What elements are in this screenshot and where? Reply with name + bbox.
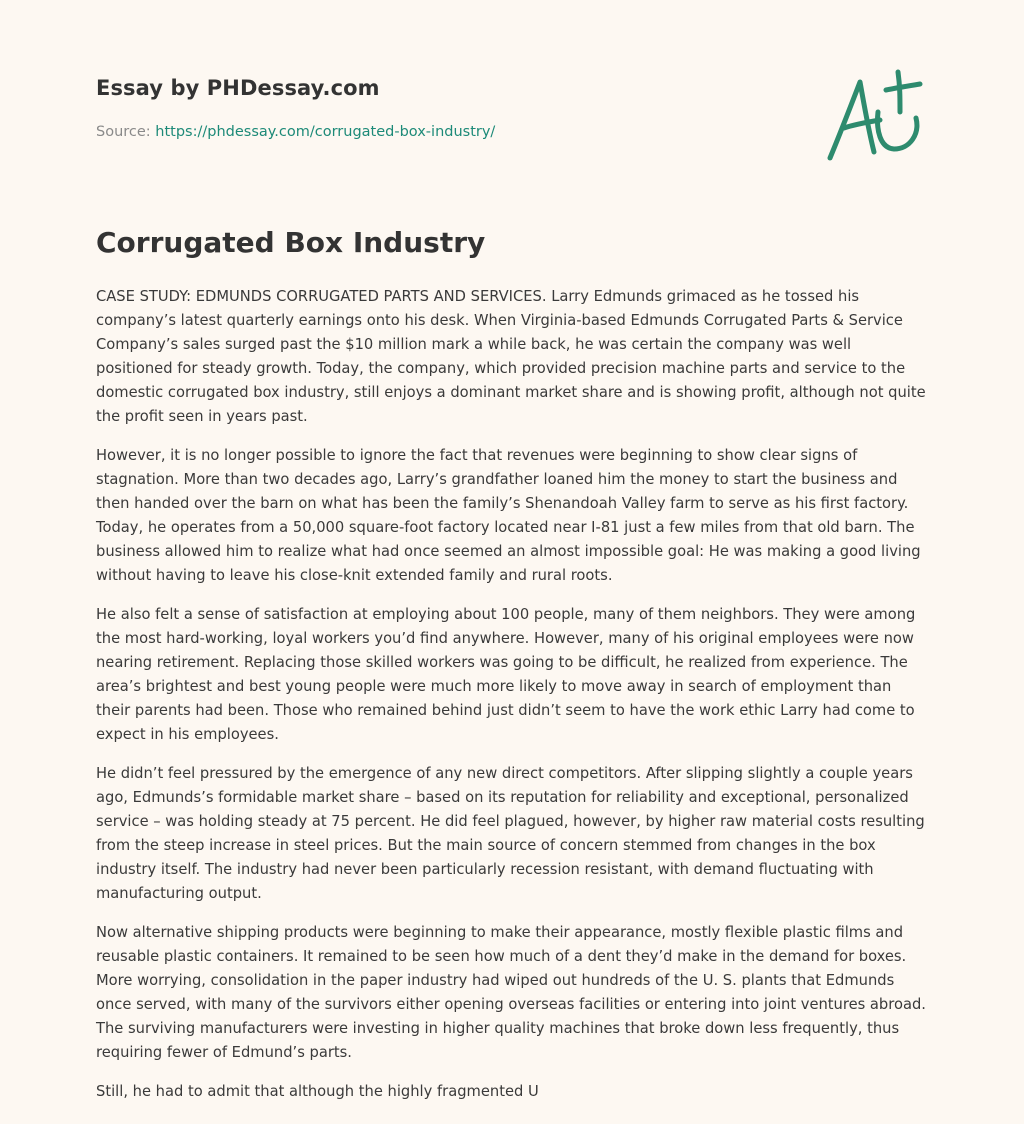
essay-paragraph: However, it is no longer possible to ignore the fact that revenues were beginning to show clear signs of stagnation. More than two decades ago, Larry’s grandfather loaned him the money to start the business and then handed over the barn on what has been the family’s Shenandoah Valley farm to serve as his first factory. Today, he operates from a 50,000 square-foot factory located near I-81 just a few miles from that old barn. The business allowed him to realize what had once seemed an almost impossible goal: He was making a good living without having to leave his close-knit extended family and rural roots. <box>96 447 921 584</box>
site-title: Essay by PHDessay.com <box>96 76 380 100</box>
essay-paragraph: Now alternative shipping products were beginning to make their appearance, mostly flexible plastic films and reusable plastic containers. It remained to be seen how much of a dent they’d make in the demand for boxes. More worrying, consolidation in the paper industry had wiped out hundreds of the U. S. plants that Edmunds once served, with many of the survivors either opening overseas facilities or entering into joint ventures abroad. The surviving manufacturers were investing in higher quality machines that broke down less frequently, thus requiring fewer of Edmund’s parts. <box>96 924 926 1061</box>
source-link[interactable]: https://phdessay.com/corrugated-box-industry/ <box>155 124 496 140</box>
essay-paragraph: He didn’t feel pressured by the emergence of any new direct competitors. After slipping slightly a couple years ago, Edmunds’s formidable market share – based on its reputation for reliability and exceptional, personalized service – was holding steady at 75 percent. He did feel plagued, however, by higher raw material costs resulting from the steep increase in steel prices. But the main source of concern stemmed from changes in the box industry itself. The industry had never been particularly recession resistant, with demand fluctuating with manufacturing output. <box>96 765 925 902</box>
essay-paragraph: CASE STUDY: EDMUNDS CORRUGATED PARTS AND SERVICES. Larry Edmunds grimaced as he tossed his company’s latest quarterly earnings onto his desk. When Virginia-based Edmunds Corrugated Parts & Service Company’s sales surged past the $10 million mark a while back, he was certain the company was well positioned for steady growth. Today, the company, which provided precision machine parts and service to the domestic corrugated box industry, still enjoys a dominant market share and is showing profit, although not quite the profit seen in years past. <box>96 288 926 425</box>
source-line <box>96 124 495 140</box>
source-label: Source: <box>96 124 151 140</box>
essay-paragraph: Still, he had to admit that although the highly fragmented U <box>96 1083 539 1100</box>
essay-paragraph: He also felt a sense of satisfaction at employing about 100 people, many of them neighbors. They were among the most hard-working, loyal workers you’d find anywhere. However, many of his original employees were now nearing retirement. Replacing those skilled workers was going to be difficult, he realized from experience. The area’s brightest and best young people were much more likely to move away in search of employment than their parents had been. Those who remained behind just didn’t seem to have the work ethic Larry had come to expect in his employees. <box>96 606 916 743</box>
essay-title: Corrugated Box Industry <box>96 226 486 259</box>
essay-body <box>96 285 928 1119</box>
a-plus-grade-logo-icon <box>822 68 926 164</box>
